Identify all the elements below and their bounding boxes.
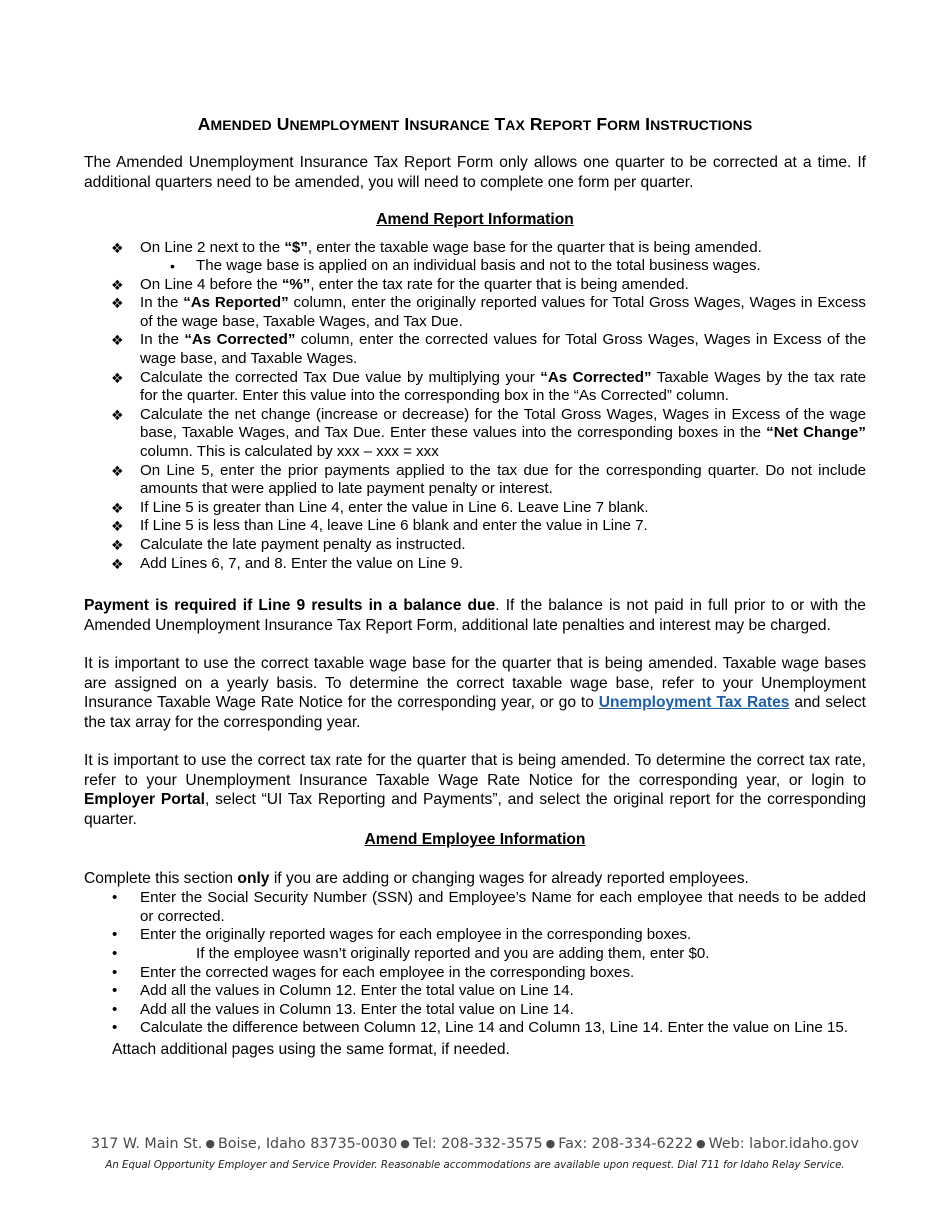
document-body [84,153,866,1059]
sub-list [84,257,866,276]
bullet-icon: • [112,1019,118,1037]
list-item: • The wage base is applied on an individual basis and not to the total business wages. [170,257,761,275]
bullet-icon: • [112,963,118,981]
sub-list-container [84,945,866,964]
list-item: ❖ Calculate the net change (increase or decrease) for the Total Gross Wages, Wages in Excess of the wage base, Taxable Wages, and Tax Due. Enter these values into the corresponding boxes in the “Net Change” column. This is calculated by xxx – xxx = xxx [111,405,866,461]
unemployment-tax-rates-link[interactable]: Unemployment Tax Rates [598,694,790,712]
attach-note: Attach additional pages using the same format, if needed. [112,1040,510,1058]
list-item: • Enter the originally reported wages for each employee in the corresponding boxes. [112,926,692,944]
bullet-icon: • [112,1000,118,1018]
list-item: ❖ Add Lines 6, 7, and 8. Enter the value on Line 9. [111,554,464,572]
footer-address: 317 W. Main St. ● Boise, Idaho 83735-0030 ● Tel: 208-332-3575 ● Fax: 208-334-6222 ● Web: labor.idaho.gov [91,1136,859,1152]
list-item: ❖ In the “As Reported” column, enter the originally reported values for Total Gross Wages, Wages in Excess of the wage base, Taxable Wages, and Tax Due. [111,294,866,330]
sub-list [84,945,866,964]
diamond-bullet-icon: ❖ [111,406,124,423]
diamond-bullet-icon: ❖ [111,369,124,386]
sub-list-container [84,257,866,276]
list-item: ❖ If Line 5 is less than Line 4, leave Line 6 blank and enter the value in Line 7. [111,517,648,535]
diamond-bullet-icon: ❖ [111,295,124,312]
diamond-bullet-icon: ❖ [111,537,124,553]
list-item: ❖ In the “As Corrected” column, enter the corrected values for Total Gross Wages, Wages in Excess of the wage base, and Taxable Wages. [111,331,866,368]
diamond-bullet-icon: ❖ [111,462,124,479]
report-instructions-list [84,239,866,574]
section-heading-employee: Amend Employee Information [364,831,586,849]
payment-paragraph: Payment is required if Line 9 results in a balance due. If the balance is not paid in full prior to or with the Amended Unemployment Insurance Tax Report Form, additional late penalties and interest may be charged. [84,597,866,634]
list-item: • Add all the values in Column 13. Enter the total value on Line 14. [112,1000,574,1018]
list-item: ❖ Calculate the corrected Tax Due value by multiplying your “As Corrected” Taxable Wages by the tax rate for the quarter. Enter this value into the corresponding box in the “As Corrected” column. [111,368,866,405]
list-item: • If the employee wasn’t originally reported and you are adding them, enter $0. [112,944,710,962]
list-item: • Add all the values in Column 12. Enter the total value on Line 14. [112,982,574,1000]
bullet-icon: • [112,889,118,907]
bullet-icon: • [112,982,118,1000]
diamond-bullet-icon: ❖ [111,499,124,516]
diamond-bullet-icon: ❖ [111,276,124,293]
list-item: • Calculate the difference between Column 12, Line 14 and Column 13, Line 14. Enter the value on Line 15. [112,1019,848,1037]
list-item: ❖ On Line 2 next to the “$”, enter the taxable wage base for the quarter that is being amended. [111,238,762,256]
list-item: ❖ On Line 5, enter the prior payments applied to the tax due for the corresponding quarter. Do not include amounts that were applied to late payment penalty or interest. [111,461,866,498]
list-item: • Enter the corrected wages for each employee in the corresponding boxes. [112,963,635,981]
diamond-bullet-icon: ❖ [111,239,124,256]
bullet-icon: • [170,258,175,275]
tax-rate-paragraph: It is important to use the correct tax rate for the quarter that is being amended. To determine the correct tax rate, refer to your Unemployment Insurance Taxable Wage Rate Notice for the corresponding year, or login to Employer Portal, select “UI Tax Reporting and Payments”, and select the original report for the corresponding quarter. [84,752,867,828]
wage-base-paragraph: It is important to use the correct taxable wage base for the quarter that is being amended. Taxable wage bases are assigned on a yearly basis. To determine the correct taxable wage base, refer to your Unemployment Insurance Taxable Wage Rate Notice for the corresponding year, or go to Unemployment Tax Rates and select the tax array for the corresponding year. [84,655,866,731]
dot-separator-icon: ● [695,1137,706,1150]
diamond-bullet-icon: ❖ [111,555,124,572]
list-item: ❖ If Line 5 is greater than Line 4, enter the value in Line 6. Leave Line 7 blank. [111,498,649,516]
diamond-bullet-icon: ❖ [111,332,124,349]
employee-instructions-list [84,889,866,1038]
dot-separator-icon: ● [205,1137,215,1150]
diamond-bullet-icon: ❖ [111,518,124,535]
intro-paragraph: The Amended Unemployment Insurance Tax Report Form only allows one quarter to be corrected at a time. If additional quarters need to be amended, you will need to complete one form per quarter. [84,154,866,191]
dot-separator-icon: ● [400,1137,410,1150]
employee-intro: Complete this section only if you are adding or changing wages for already reported employees. [84,869,749,887]
list-item: ❖ On Line 4 before the “%”, enter the tax rate for the quarter that is being amended. [111,275,689,293]
list-item: ❖ Calculate the late payment penalty as instructed. [111,536,466,553]
section-heading-report: Amend Report Information [376,211,574,228]
dot-separator-icon: ● [545,1137,556,1150]
page-title: AMENDED UNEMPLOYMENT INSURANCE TAX REPORT FORM INSTRUCTIONS [197,114,753,134]
bullet-icon: • [112,926,118,944]
bullet-icon: • [112,944,118,962]
footer-equal-opportunity: An Equal Opportunity Employer and Service Provider. Reasonable accommodations are available upon request. Dial 711 for Idaho Relay Service. [105,1160,845,1171]
list-item: • Enter the Social Security Number (SSN) and Employee’s Name for each employee that needs to be added or corrected. [112,889,866,925]
